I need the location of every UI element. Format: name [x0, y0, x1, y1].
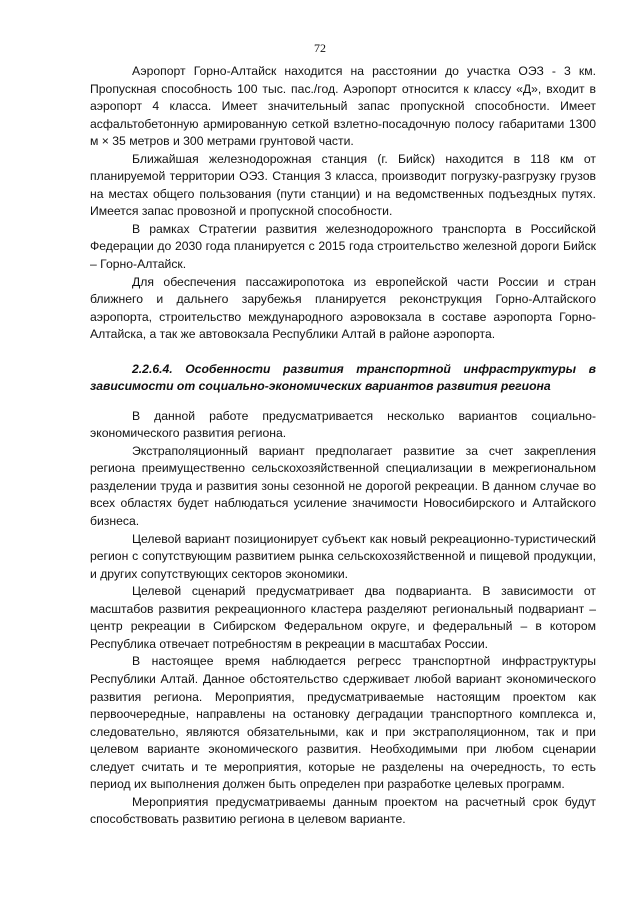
paragraph-variants-intro: В данной работе предусматривается несколько вариантов социально-экономического развития региона. [90, 408, 596, 441]
paragraph-airport: Аэропорт Горно-Алтайск находится на расстоянии до участка ОЭЗ - 3 км. Пропускная способность 100 тыс. пас./год. Аэропорт относится к классу «Д», входит в аэропорт 4 класса. Имеет значительный запас пропускной способности. Имеет асфальтобетонную армированную сеткой взлетно-посадочную полосу габаритами 1300 м × 35 метров и 300 метрами грунтовой части. [90, 64, 596, 149]
paragraph-extrapolation-variant: Экстраполяционный вариант предполагает развитие за счет закрепления региона преимущественно сельскохозяйственной специализации в межрегиональном разделении труда и развития зоны сезонной не дорогой рекреации. В данном случае во всех областях будет наблюдаться усиление значимости Новосибирского и Алтайского бизнеса. [90, 443, 596, 529]
document-body [90, 63, 596, 829]
section-heading: 2.2.6.4. Особенности развития транспортной инфраструктуры в зависимости от социально-экономических вариантов развития региона [90, 361, 596, 394]
paragraph-railway-station: Ближайшая железнодорожная станция (г. Бийск) находится в 118 км от планируемой территории ОЭЗ. Станция 3 класса, производит погрузку-разгрузку грузов на местах общего пользования (пути станции) и на ведомственных подъездных путях. Имеется запас провозной и пропускной способности. [90, 151, 596, 219]
paragraph-railway-strategy: В рамках Стратегии развития железнодорожного транспорта в Российской Федерации до 2030 года планируется с 2015 года строительство железной дороги Бийск – Горно-Алтайск. [90, 221, 596, 272]
paragraph-infrastructure-regress: В настоящее время наблюдается регресс транспортной инфраструктуры Республики Алтай. Данное обстоятельство сдерживает любой вариант экономического развития региона. Мероприятия, предусматриваемые настоящим проектом как первоочередные, направлены на остановку деградации транспортного комплекса и, следовательно, являются обязательными, как и при экстраполяционном, так и при целевом варианте экономического развития. Необходимыми при любом сценарии следует считать и те мероприятия, которые не разделены на очередность, то есть период их выполнения должен быть определен при разработке целевых программ. [90, 654, 596, 792]
paragraph-conclusion: Мероприятия предусматриваемы данным проектом на расчетный срок будут способствовать развитию региона в целевом варианте. [90, 794, 596, 827]
paragraph-passenger-flow: Для обеспечения пассажиропотока из европейской части России и стран ближнего и дальнего зарубежья планируется реконструкция Горно-Алтайского аэропорта, строительство международного аэровокзала в составе аэропорта Горно-Алтайска, а так же автовокзала Республики Алтай в районе аэропорта. [90, 274, 596, 342]
paragraph-target-scenario: Целевой сценарий предусматривает два подварианта. В зависимости от масштабов развития рекреационного кластера разделяют региональный подвариант – центр рекреации в Сибирском Федеральном округе, и федеральный – в котором Республика отвечает потребностям в рекреации в масштабах России. [90, 584, 596, 651]
paragraph-target-variant: Целевой вариант позиционирует субъект как новый рекреационно-туристический регион с сопутствующим развитием рынка сельскохозяйственной и пищевой продукции, и других сопутствующих секторов экономики. [90, 531, 596, 581]
page-number: 72 [314, 41, 326, 55]
